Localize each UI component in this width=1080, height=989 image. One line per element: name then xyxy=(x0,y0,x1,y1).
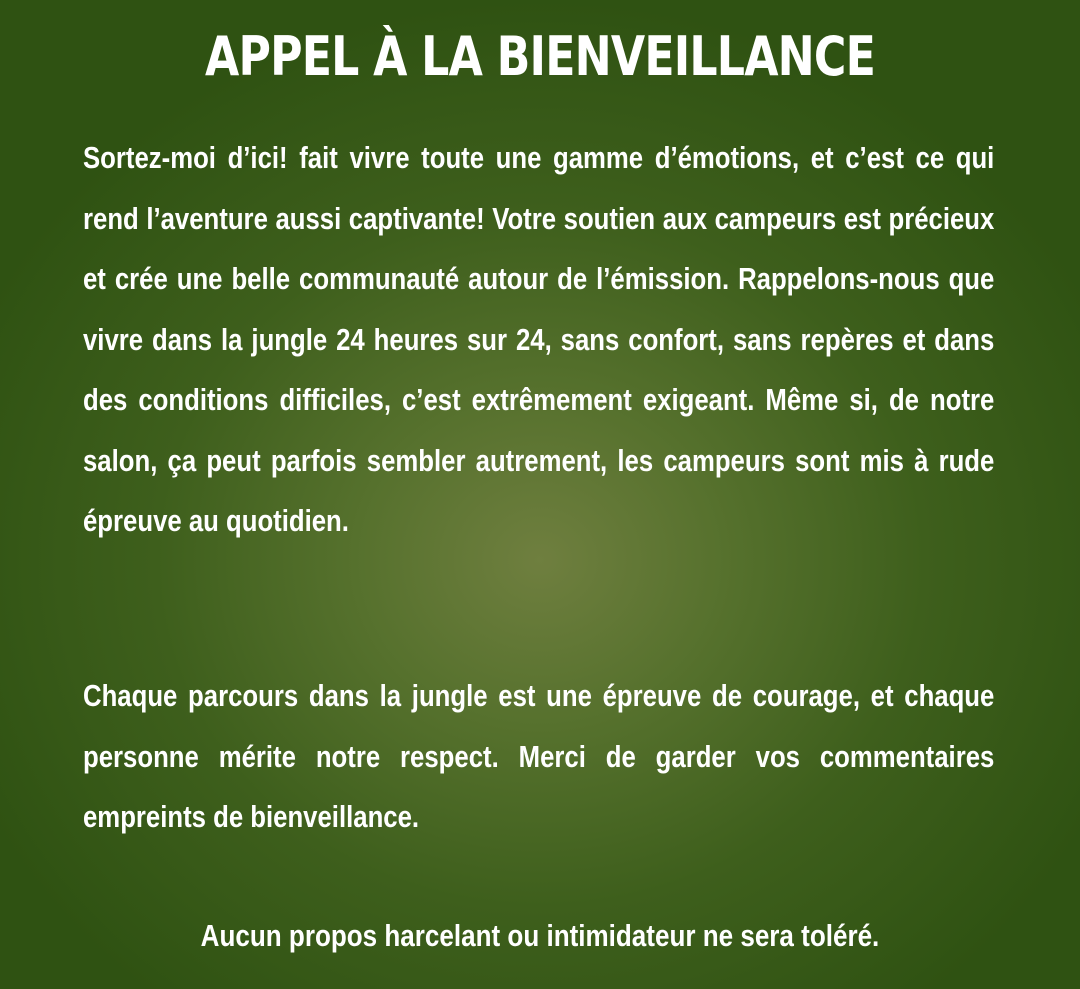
footer-warning: Aucun propos harcelant ou intimidateur ne sera toléré. xyxy=(200,918,880,953)
paragraph-emotions: Sortez-moi d’ici! fait vivre toute une gamme d’émotions, et c’est ce qui rend l’aventure aussi captivante! Votre soutien aux campeurs est précieux et crée une belle communauté autour de l’émission. Rappelons-nous que vivre dans la jungle 24 heures sur 24, sans confort, sans repères et dans des conditions difficiles, c’est extrêmement exigeant. Même si, de notre salon, ça peut parfois sembler autrement, les campeurs sont mis à rude épreuve au quotidien. xyxy=(83,140,995,538)
paragraph-respect: Chaque parcours dans la jungle est une épreuve de courage, et chaque personne mérite notre respect. Merci de garder vos commentaires empreints de bienveillance. xyxy=(83,678,995,834)
page-title: APPEL À LA BIENVEILLANCE xyxy=(205,25,875,88)
